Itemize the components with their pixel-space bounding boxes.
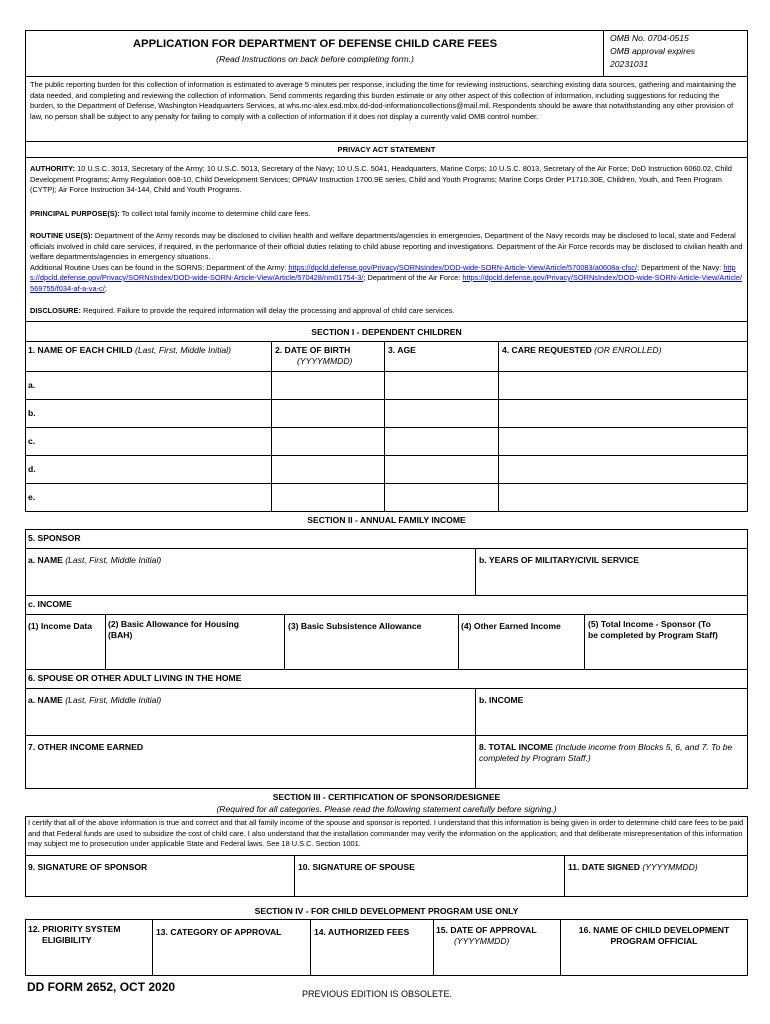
routine-label: ROUTINE USE(S): <box>30 231 93 240</box>
child-name-input[interactable] <box>40 372 270 398</box>
divider <box>25 548 748 549</box>
navy-sorn-link[interactable]: https://dpcld.defense.gov/Privacy/SORNsIndex/DOD-wide-SORN-Article-View/Article/570428/nm01754-3/ <box>30 262 736 282</box>
bas-label: (3) Basic Subsistence Allowance <box>288 621 422 631</box>
income-label: c. INCOME <box>28 599 72 609</box>
years-service-input[interactable] <box>478 568 746 593</box>
bah-label-line1: (2) Basic Allowance for Housing <box>108 619 239 629</box>
total-sponsor-label <box>588 619 718 641</box>
col-line <box>475 688 476 789</box>
spouse-name-label: a. NAME <box>28 695 63 705</box>
income-data-label: (1) Income Data <box>28 621 92 631</box>
authorized-fees-label: 14. AUTHORIZED FEES <box>314 927 410 937</box>
spouse-name-header <box>28 695 161 706</box>
other-earned-label: (4) Other Earned Income <box>461 621 561 631</box>
divider <box>25 614 748 615</box>
priority-line2: ELIGIBILITY <box>42 935 92 945</box>
spouse-label: 6. SPOUSE OR OTHER ADULT LIVING IN THE HOME <box>28 673 242 683</box>
child-name-input[interactable] <box>40 456 270 482</box>
army-sorn-link[interactable]: https://dpcld.defense.gov/Privacy/SORNsIndex/DOD-wide-SORN-Article-View/Article/570083/a0608a-cfsc/ <box>288 262 638 272</box>
col-line <box>584 614 585 669</box>
dob-label: 2. DATE OF BIRTH <box>275 345 351 355</box>
child-row-label: d. <box>28 464 36 474</box>
spouse-name-input[interactable] <box>28 708 472 733</box>
privacy-heading: PRIVACY ACT STATEMENT <box>337 145 436 154</box>
total-income-header <box>479 742 744 764</box>
omb-expires-label: OMB approval expires <box>610 46 696 56</box>
child-name-input[interactable] <box>40 428 270 454</box>
form-id: DD FORM 2652, OCT 2020 <box>27 980 176 994</box>
section4-title: SECTION IV - FOR CHILD DEVELOPMENT PROGRAM USE ONLY <box>254 906 519 916</box>
child-row-label: e. <box>28 492 36 502</box>
priority-eligibility-label <box>28 924 121 946</box>
obsolete-notice: PREVIOUS EDITION IS OBSOLETE. <box>302 989 453 999</box>
program-official-label <box>562 925 746 947</box>
date-signed-hint: (YYYYMMDD) <box>642 862 698 872</box>
section1-title: SECTION I - DEPENDENT CHILDREN <box>311 327 462 337</box>
divider <box>25 341 748 342</box>
date-approval-hint: (YYYYMMDD) <box>454 936 510 946</box>
purpose-text: To collect total family income to determine child care fees. <box>121 209 311 218</box>
other-earned-input[interactable] <box>461 645 582 667</box>
af-label: ; Department of the Air Force: <box>363 273 461 282</box>
child-name-header <box>28 345 231 356</box>
divider <box>25 141 748 142</box>
total-income-hint: (Include income from Blocks 5, 6, and 7. To be completed by Program Staff.) <box>479 742 733 763</box>
child-name-hint: (Last, First, Middle Initial) <box>134 345 231 355</box>
col-line <box>152 919 153 976</box>
sponsor-signature-label: 9. SIGNATURE OF SPONSOR <box>28 862 148 872</box>
dob-header <box>275 345 352 367</box>
authority-label: AUTHORITY: <box>30 164 76 173</box>
child-row-label: a. <box>28 380 36 390</box>
divider <box>25 157 748 158</box>
total-sponsor-line1: (5) Total Income - Sponsor (To <box>588 619 711 629</box>
spouse-signature-label: 10. SIGNATURE OF SPOUSE <box>298 862 415 872</box>
col-line <box>564 855 565 897</box>
section3-title: SECTION III - CERTIFICATION OF SPONSOR/DESIGNEE <box>272 792 501 802</box>
date-approval-label <box>436 925 537 947</box>
age-header: 3. AGE <box>388 345 416 355</box>
years-service-label: b. YEARS OF MILITARY/CIVIL SERVICE <box>479 555 639 565</box>
care-label: 4. CARE REQUESTED <box>502 345 592 355</box>
total-sponsor-line2: be completed by Program Staff) <box>588 630 718 640</box>
routine-paragraph <box>30 231 743 294</box>
col-line <box>310 919 311 976</box>
col-line <box>560 919 561 976</box>
col-line <box>284 614 285 669</box>
sponsor-name-header <box>28 555 161 566</box>
disclosure-label: DISCLOSURE: <box>30 306 81 315</box>
certification-statement: I certify that all of the above information is true and correct and that all family income of the spouse and sponsor is reported. I understand that this information is being given in order to determine child care fees to be paid and that Federal funds are used to subsidize the cost of child care. I also understand that the installation commander may verify the information on the application; and that deliberate misrepresentation of this information may subject me to prosecution under applicable State and Federal laws. See 18 U.S.C. Section 1001. <box>28 818 744 848</box>
form-title: APPLICATION FOR DEPARTMENT OF DEFENSE CHILD CARE FEES <box>132 38 498 50</box>
other-income-label: 7. OTHER INCOME EARNED <box>28 742 144 752</box>
child-row-label: b. <box>28 408 36 418</box>
sponsor-label: 5. SPONSOR <box>28 533 81 543</box>
divider <box>25 735 748 736</box>
sponsor-name-label: a. NAME <box>28 555 63 565</box>
dob-hint: (YYYYMMDD) <box>297 356 353 366</box>
bah-input[interactable] <box>108 645 282 667</box>
child-name-input[interactable] <box>40 400 270 426</box>
priority-line1: 12. PRIORITY SYSTEM <box>28 924 121 934</box>
program-official-line2: PROGRAM OFFICIAL <box>610 936 698 946</box>
omb-expires-date: 20231031 <box>610 59 649 69</box>
routine-text: Department of the Army records may be disclosed to civilian health and welfare departments/agencies in emergencies. Department of the Navy records may be disclosed to local, state and Federal officials involved in child care services, if required, in the performance of their official duties relating to child abuse reporting and investigations. Department of the Air Force records may be disclosed to civilian health and welfare departments/agencies in emergency situations. <box>30 231 743 261</box>
date-signed-header <box>568 862 698 873</box>
authority-text: 10 U.S.C. 3013, Secretary of the Army; 10 U.S.C. 5013, Secretary of the Navy; 10 U.S.C. 5041, Headquarters, Marine Corps; 10 U.S.C. 8013, Secretary of the Air Force; DoD Instruction 6060.02, Child Development Programs; Army Regulation 608-10, Child Development Services; OPNAV Instruction 1700.9E series, Child and Youth Programs; Marine Corps Order P1710.30E, Children, Youth, and Teen Program (CYTP); Air Force Instruction 34-144, Child and Youth Programs. <box>30 164 732 194</box>
spouse-income-label: b. INCOME <box>479 695 524 705</box>
care-header <box>502 345 662 356</box>
child-row-label: c. <box>28 436 36 446</box>
additional-text: Additional Routine Uses can be found in the SORNS: Department of the Army: <box>30 262 287 272</box>
other-income-input[interactable] <box>28 758 472 787</box>
navy-label: ; Department of the Navy: <box>637 262 722 272</box>
divider <box>25 595 748 596</box>
date-approval-line1: 15. DATE OF APPROVAL <box>436 925 537 935</box>
section3-subtitle: (Required for all categories. Please read the following statement carefully before signing.) <box>216 804 557 814</box>
sponsor-name-hint: (Last, First, Middle Initial) <box>65 555 162 565</box>
burden-statement: The public reporting burden for this collection of information is estimated to average 5 minutes per response, including the time for reviewing instructions, searching existing data sources, gathering and maintaining the data needed, and completing and reviewing the collection of information. Send comments regarding this burden estimate or any other aspect of this collection of information, including suggestions for reducing the burden, to the Department of Defense, Washington Headquarters Services, at whs.mc-alex.esd.mbx.dd-dod-informationcollections@mail.mil. Respondents should be aware that notwithstanding any other provision of law, no person shall be subject to any penalty for failing to comply with a collection of information if it does not display a currently valid OMB control number. <box>30 80 737 121</box>
af-sorn-link[interactable]: https://dpcld.defense.gov/Privacy/SORNsIndex/DOD-wide-SORN-Article-View/Article/569755/f034-af-a-va-c/ <box>30 273 742 293</box>
child-name-label: 1. NAME OF EACH CHILD <box>28 345 133 355</box>
sponsor-signature-field[interactable] <box>28 875 292 895</box>
sponsor-name-input[interactable] <box>28 568 472 593</box>
bah-label-line2: (BAH) <box>108 630 133 640</box>
col-line <box>458 614 459 669</box>
spouse-name-hint: (Last, First, Middle Initial) <box>65 695 162 705</box>
disclosure-paragraph <box>30 306 743 317</box>
bas-input[interactable] <box>287 645 456 667</box>
date-signed-label: 11. DATE SIGNED <box>568 862 640 872</box>
section2-title: SECTION II - ANNUAL FAMILY INCOME <box>307 515 466 525</box>
col-line <box>105 614 106 669</box>
child-name-input[interactable] <box>40 484 270 511</box>
divider <box>25 688 748 689</box>
date-signed-input[interactable] <box>567 875 746 895</box>
omb-number: OMB No. 0704-0515 <box>610 33 689 43</box>
bah-label <box>108 619 239 641</box>
care-hint: (OR ENROLLED) <box>594 345 662 355</box>
spouse-signature-field[interactable] <box>297 875 562 895</box>
form-subtitle: (Read Instructions on back before completing form.) <box>216 54 414 64</box>
purpose-label: PRINCIPAL PURPOSE(S): <box>30 209 120 218</box>
disclosure-text: Required. Failure to provide the required information will delay the processing and approval of child care services. <box>82 306 455 315</box>
col-line <box>294 855 295 897</box>
spouse-income-input[interactable] <box>478 708 746 733</box>
col-line <box>475 548 476 595</box>
authority-paragraph <box>30 164 743 196</box>
total-income-label: 8. TOTAL INCOME <box>479 742 554 752</box>
end-punct: ; <box>104 283 107 293</box>
program-official-line1: 16. NAME OF CHILD DEVELOPMENT <box>578 925 730 935</box>
col-line <box>433 919 434 976</box>
category-approval-label: 13. CATEGORY OF APPROVAL <box>156 927 282 937</box>
divider <box>25 669 748 670</box>
divider <box>25 855 748 856</box>
purpose-paragraph <box>30 209 743 220</box>
